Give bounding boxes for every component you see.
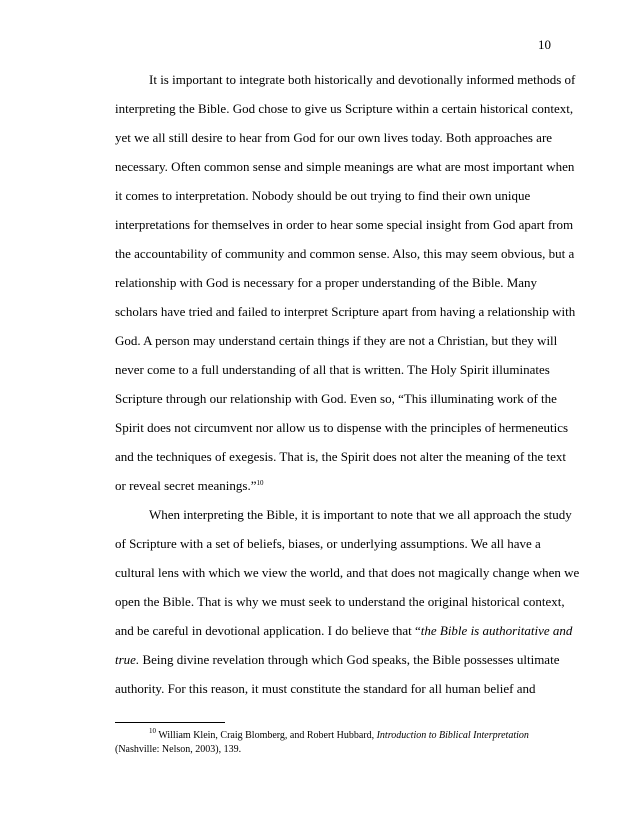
paragraph-1-line-4: necessary. Often common sense and simple meanings are what are most important when <box>115 159 575 174</box>
footnote-line-2: (Nashville: Nelson, 2003), 139. <box>115 744 242 755</box>
paragraph-1-line-9: scholars have tried and failed to interpret Scripture apart from having a relationship with <box>115 304 576 319</box>
paragraph-2-line-5 <box>115 623 572 639</box>
paragraph-2-line-3: cultural lens with which we view the world, and that does not magically change when we <box>115 565 580 580</box>
paragraph-1-line-7: the accountability of community and common sense. Also, this may seem obvious, but a <box>115 246 575 261</box>
paragraph-1-line-3: yet we all still desire to hear from God for our own lives today. Both approaches are <box>115 130 553 145</box>
paragraph-1-line-15 <box>115 478 263 494</box>
paragraph-1-line-1: It is important to integrate both historically and devotionally informed methods of <box>149 72 576 87</box>
paragraph-1-line-13: Spirit does not circumvent nor allow us to dispense with the principles of hermeneutics <box>115 420 569 435</box>
footnote-authors: William Klein, Craig Blomberg, and Robert Hubbard, <box>156 730 377 741</box>
paragraph-1-line-14: and the techniques of exegesis. That is, the Spirit does not alter the meaning of the text <box>115 449 567 464</box>
paragraph-1-line-11: never come to a full understanding of all that is written. The Holy Spirit illuminates <box>115 362 550 377</box>
footnote-marker: 10 <box>256 479 264 487</box>
paragraph-1-line-2: interpreting the Bible. God chose to give us Scripture within a certain historical context, <box>115 101 574 116</box>
paragraph-1-line-12: Scripture through our relationship with God. Even so, “This illuminating work of the <box>115 391 557 406</box>
footnote-number: 10 <box>149 727 156 735</box>
paragraph-2-line-5-text: and be careful in devotional application. I do believe that “ <box>115 623 421 638</box>
paragraph-1-line-5: it comes to interpretation. Nobody should be out trying to find their own unique <box>115 188 531 203</box>
footnote-separator <box>115 722 225 723</box>
paragraph-2-line-5-italic: the Bible is authoritative and <box>420 623 573 638</box>
paragraph-1-line-8: relationship with God is necessary for a proper understanding of the Bible. Many <box>115 275 538 290</box>
footnote-line-1 <box>149 729 529 742</box>
page-number: 10 <box>538 37 551 52</box>
paragraph-2-line-7: authority. For this reason, it must constitute the standard for all human belief and <box>115 681 536 696</box>
paragraph-1-line-6: interpretations for themselves in order to hear some special insight from God apart from <box>115 217 574 232</box>
paragraph-2-line-2: of Scripture with a set of beliefs, biases, or underlying assumptions. We all have a <box>115 536 541 551</box>
paragraph-2-line-1: When interpreting the Bible, it is important to note that we all approach the study <box>149 507 572 522</box>
footnote-title: Introduction to Biblical Interpretation <box>376 730 529 741</box>
paragraph-1-line-15-text: or reveal secret meanings.” <box>115 478 257 493</box>
paragraph-2-line-6-text: Being divine revelation through which God speaks, the Bible possesses ultimate <box>139 652 560 667</box>
paragraph-1-line-10: God. A person may understand certain things if they are not a Christian, but they will <box>115 333 558 348</box>
paragraph-2-line-6-italic: true. <box>115 652 140 667</box>
paragraph-2-line-6 <box>115 652 559 668</box>
paragraph-2-line-4: open the Bible. That is why we must seek to understand the original historical context, <box>115 594 565 609</box>
